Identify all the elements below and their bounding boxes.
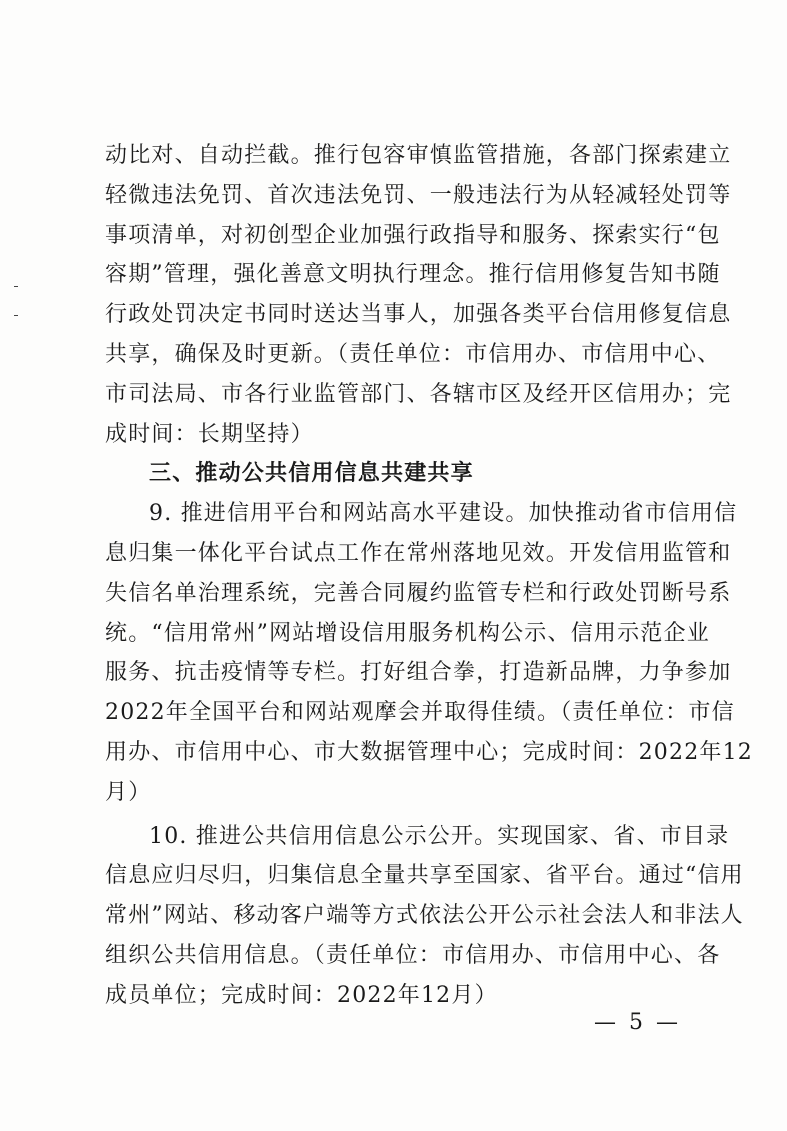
section-heading-text: 三、推动公共信用信息共建共享 (149, 461, 474, 487)
text-line: 服务、抗击疫情等专栏。打好组合拳，打造新品牌，力争参加 (105, 660, 732, 686)
text-line: 动比对、自动拦截。推行包容审慎监管措施，各部门探索建立 (105, 143, 732, 168)
text-line: 息归集一体化平台试点工作在常州落地见效。开发信用监管和 (105, 540, 732, 566)
paragraph-item-9 (105, 494, 753, 812)
document-body (105, 136, 753, 1016)
text-line: 统。“信用常州”网站增设信用服务机构公示、信用示范企业 (105, 620, 710, 646)
paragraph-section-8-continued (105, 136, 732, 454)
text-line: 成时间：长期坚持） (105, 421, 314, 447)
text-line: 月） (105, 779, 152, 805)
text-line: 组织公共信用信息。（责任单位：市信用办、市信用中心、各 (105, 942, 721, 968)
text-line: 信息应归尽归，归集信息全量共享至国家、省平台。通过“信用 (105, 863, 744, 889)
text-line: 行政处罚决定书同时送达当事人，加强各类平台信用修复信息 (105, 302, 732, 328)
text-line: 10. 推进公共信用信息公示公开。实现国家、省、市目录 (149, 823, 730, 849)
text-line: 事项清单，对初创型企业加强行政指导和服务、探索实行“包 (105, 222, 721, 248)
text-line: 容期”管理，强化善意文明执行理念。推行信用修复告知书随 (105, 262, 721, 288)
text-line: 共享，确保及时更新。（责任单位：市信用办、市信用中心、 (105, 341, 721, 367)
section-3-heading (105, 454, 685, 494)
margin-mark (14, 286, 18, 287)
text-line: 市司法局、市各行业监管部门、各辖市区及经开区信用办；完 (105, 381, 732, 407)
text-line: 常州”网站、移动客户端等方式依法公开公示社会法人和非法人 (105, 903, 744, 929)
text-line: 9. 推进信用平台和网站高水平建设。加快推动省市信用信 (149, 501, 738, 527)
text-line: 轻微违法免罚、首次违法免罚、一般违法行为从轻减轻处罚等 (105, 182, 732, 208)
paragraph-item-10 (105, 817, 744, 1016)
text-line: 失信名单治理系统，完善合同履约监管专栏和行政处罚断号系 (105, 580, 732, 606)
text-line: 用办、市信用中心、市大数据管理中心；完成时间：2022年12 (105, 739, 753, 765)
text-line: 成员单位；完成时间：2022年12月） (105, 982, 498, 1008)
page-number: — 5 — (594, 1010, 681, 1035)
margin-mark (14, 315, 18, 316)
text-line: 2022年全国平台和网站观摩会并取得佳绩。（责任单位：市信 (105, 700, 735, 726)
